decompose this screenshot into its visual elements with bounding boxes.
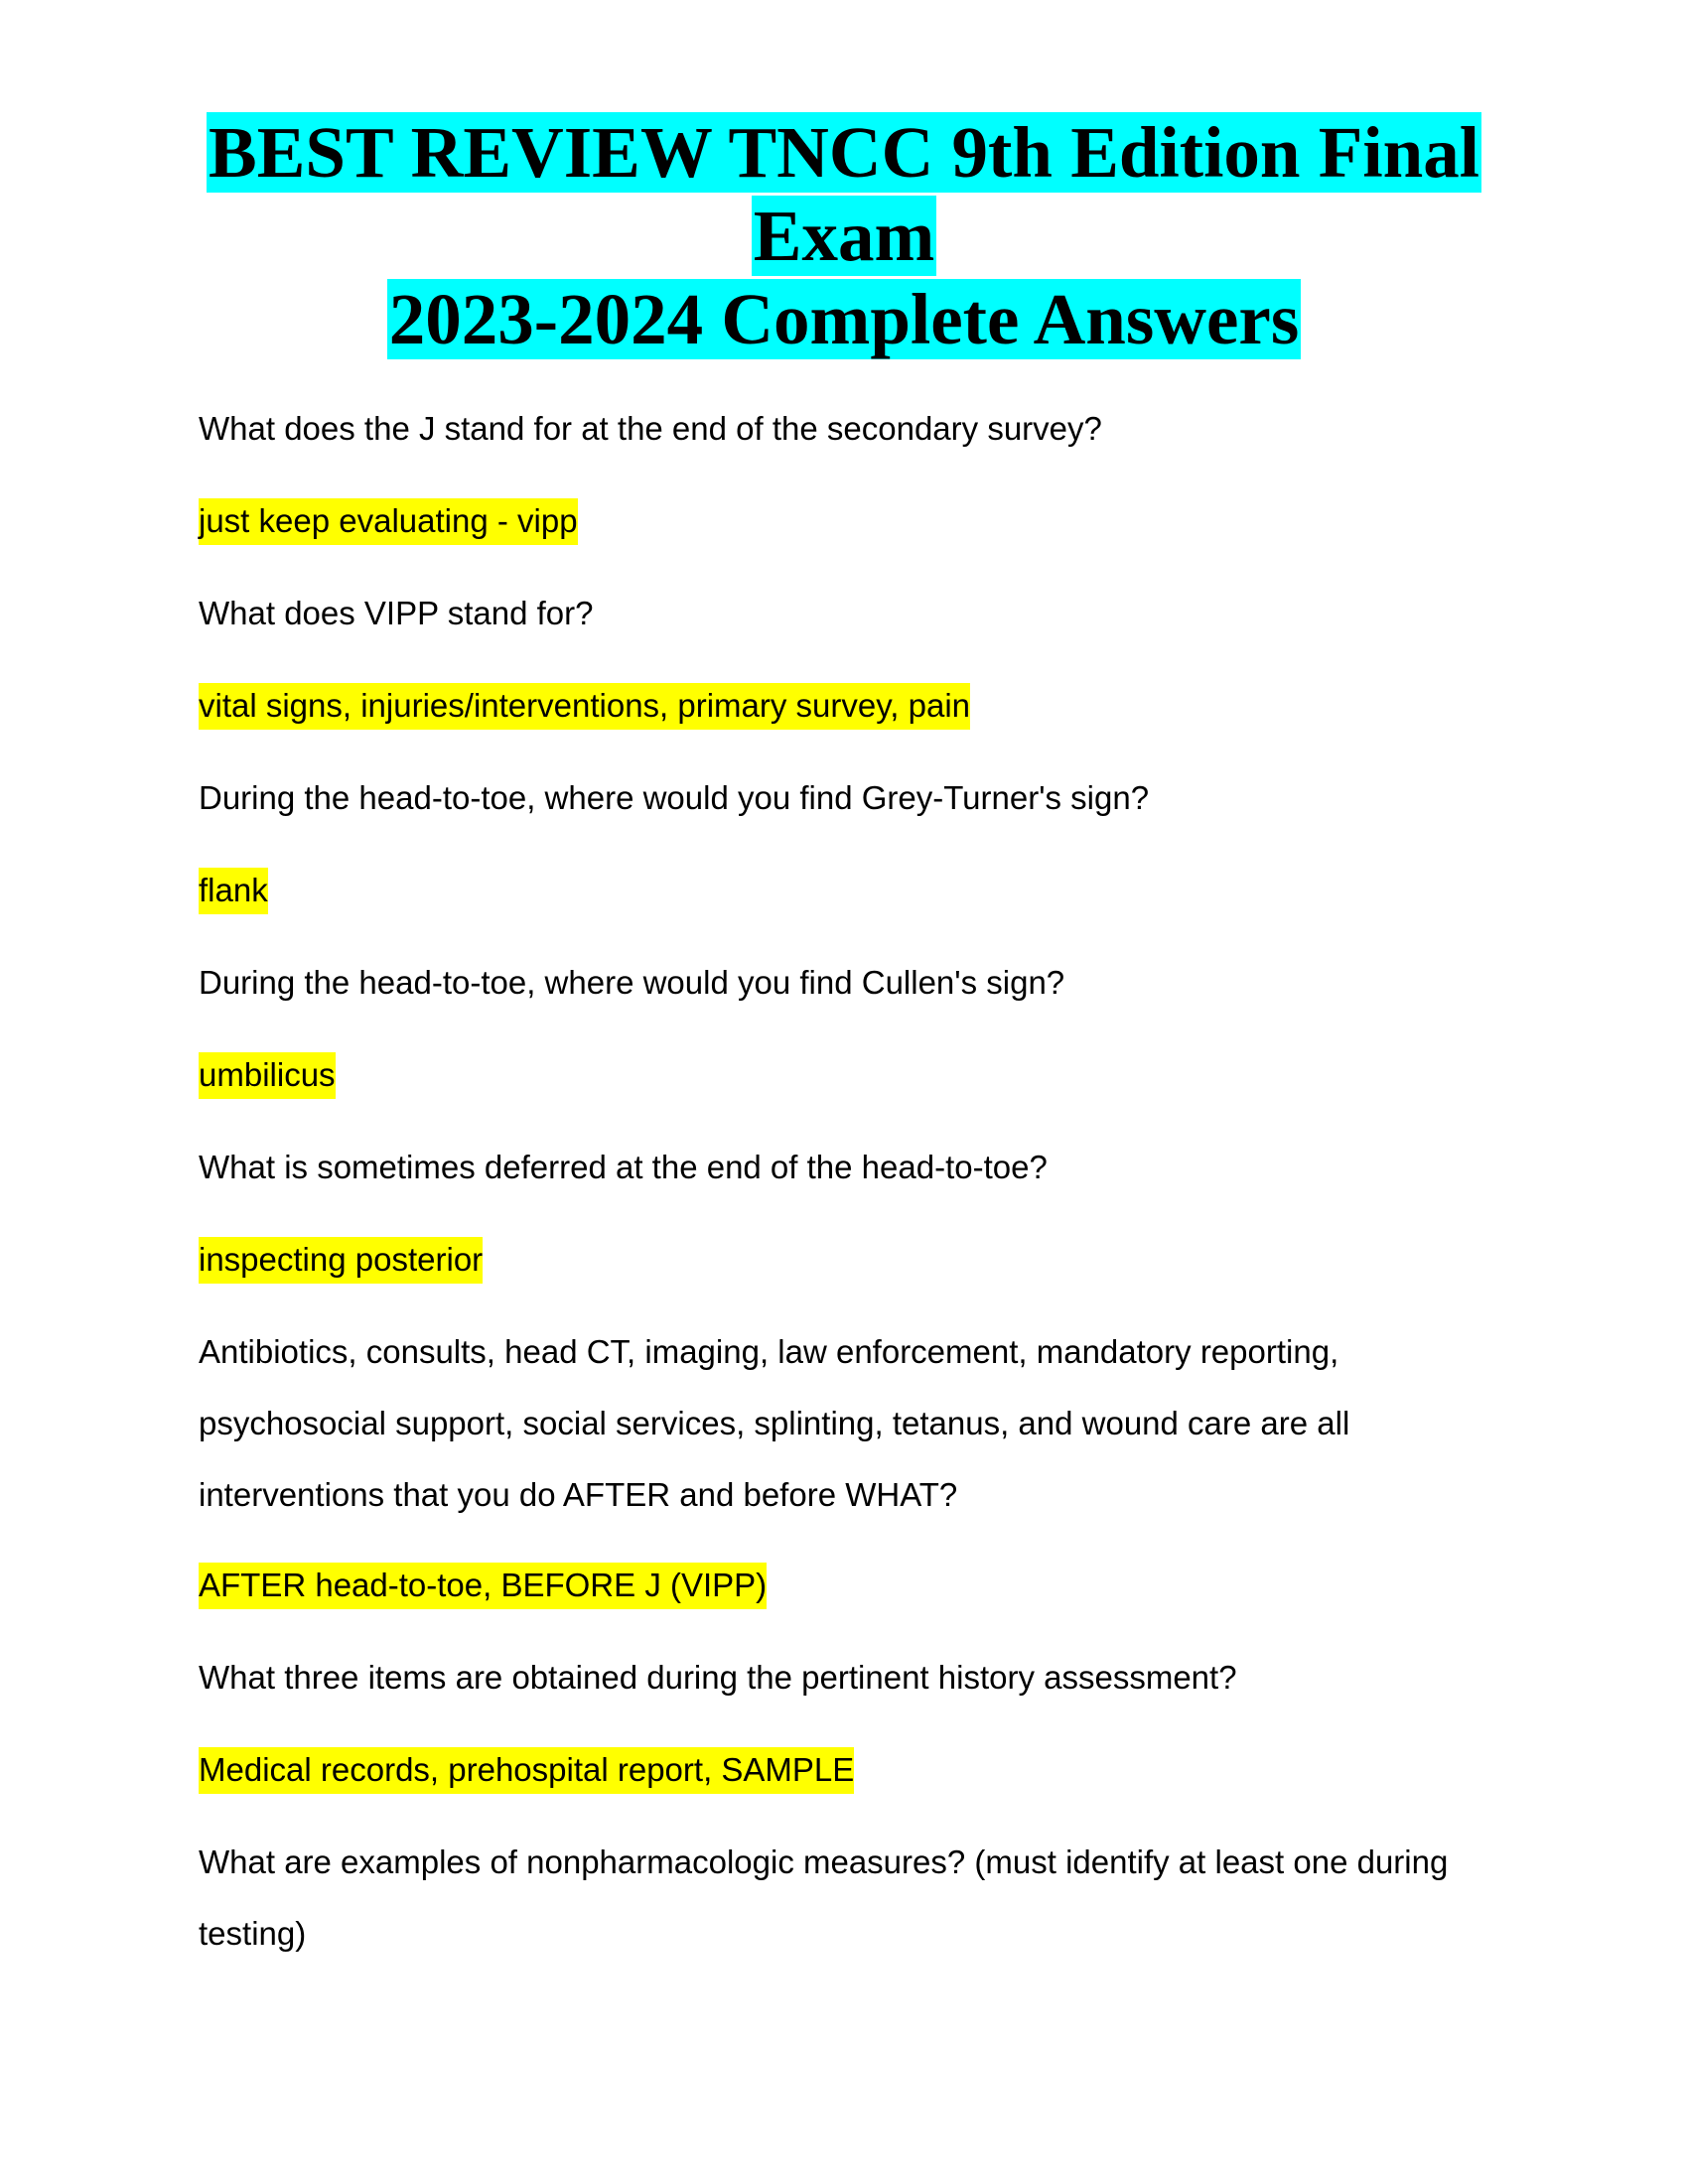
question-5: What is sometimes deferred at the end of the head-to-toe? [199, 1149, 1048, 1185]
question-7: What three items are obtained during the pertinent history assessment? [199, 1659, 1237, 1696]
question-8: What are examples of nonpharmacologic measures? (must identify at least one during testing) [199, 1843, 1449, 1952]
question-4: During the head-to-toe, where would you find Cullen's sign? [199, 964, 1065, 1001]
answer-2: vital signs, injuries/interventions, primary survey, pain [199, 670, 1499, 742]
question-2: What does VIPP stand for? [199, 595, 594, 631]
title-line-1: BEST REVIEW TNCC 9th Edition Final [209, 112, 1479, 193]
question-6: Antibiotics, consults, head CT, imaging, law enforcement, mandatory reporting, psychosocial support, social services, splinting, tetanus, and wound care are all interventions that you do AFTER and before WHAT? [199, 1333, 1350, 1513]
answer-7: Medical records, prehospital report, SAMPLE [199, 1734, 1499, 1806]
title-line-2: Exam [753, 196, 935, 276]
answer-3: flank [199, 855, 1499, 926]
answer-1: just keep evaluating - vipp [199, 485, 1499, 557]
answer-5: inspecting posterior [199, 1224, 1499, 1296]
document-title [0, 111, 1688, 361]
question-3: During the head-to-toe, where would you find Grey-Turner's sign? [199, 779, 1150, 816]
answer-4: umbilicus [199, 1039, 1499, 1111]
title-line-3: 2023-2024 Complete Answers [388, 279, 1300, 359]
answer-6: AFTER head-to-toe, BEFORE J (VIPP) [199, 1550, 1499, 1621]
question-1: What does the J stand for at the end of the secondary survey? [199, 410, 1102, 447]
